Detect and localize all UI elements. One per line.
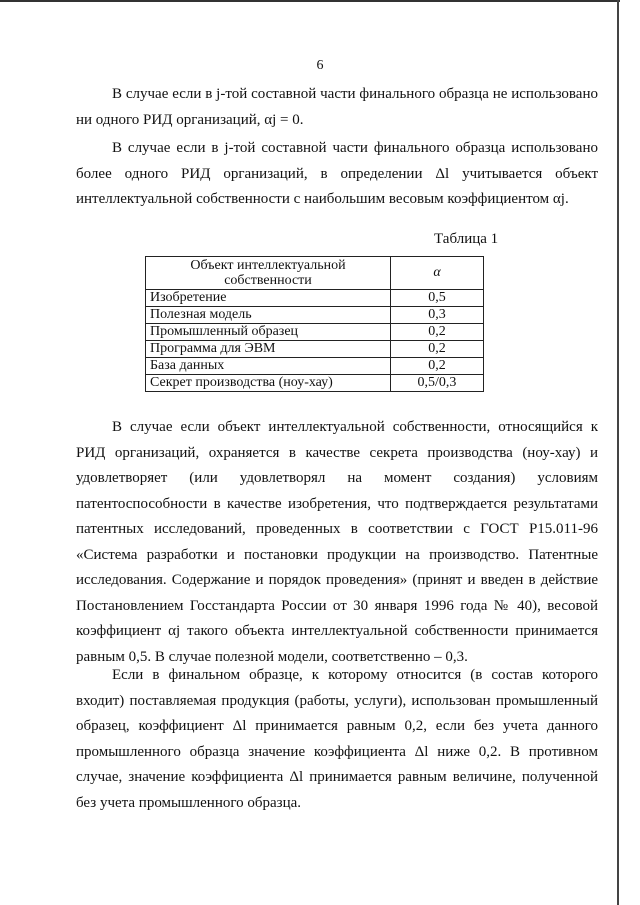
paragraph-1: В случае если в j-той составной части финального образца не использовано ни одного РИД организаций, αj = 0.	[76, 86, 598, 128]
table-row	[146, 290, 484, 307]
row-name: Полезная модель	[146, 307, 391, 324]
row-name: База данных	[146, 358, 391, 375]
table-header-row	[146, 257, 484, 290]
table-row	[146, 341, 484, 358]
table-row	[146, 324, 484, 341]
header-alpha: α	[391, 257, 484, 290]
row-name: Промышленный образец	[146, 324, 391, 341]
row-name: Секрет производства (ноу-хау)	[146, 375, 391, 392]
header-object: Объект интеллектуальной собственности	[146, 257, 391, 290]
table-row	[146, 358, 484, 375]
row-value: 0,2	[391, 341, 484, 358]
scan-top-edge	[0, 0, 620, 2]
page-number: 6	[316, 58, 324, 73]
row-value: 0,5	[391, 290, 484, 307]
row-value: 0,3	[391, 307, 484, 324]
scan-right-edge	[617, 0, 619, 905]
row-value: 0,2	[391, 324, 484, 341]
table-row	[146, 375, 484, 392]
paragraph-4: Если в финальном образце, к которому относится (в состав которого входит) поставляемая продукция (работы, услуги), использован промышленный образец, коэффициент Δl принимается равным 0,2, если без учета данного промышленного образца значение коэффициента Δl ниже 0,2. В противном случае, значение коэффициента Δl принимается равным величине, полученной без учета промышленного образца.	[76, 667, 598, 811]
paragraph-3: В случае если объект интеллектуальной собственности, относящийся к РИД организаций, охраняется в качестве секрета производства (ноу-хау) и удовлетворяет (или удовлетворял на момент создания) условиям патентоспособности в качестве изобретения, что подтверждается результатами патентных исследований, проведенных в соответствии с ГОСТ Р15.011-96 «Система разработки и постановки продукции на производство. Патентные исследования. Содержание и порядок проведения» (принят и введен в действие Постановлением Госстандарта России от 30 января 1996 года № 40), весовой коэффициент αj такого объекта интеллектуальной собственности принимается равным 0,5. В случае полезной модели, соответственно – 0,3.	[76, 419, 598, 665]
row-name: Программа для ЭВМ	[146, 341, 391, 358]
ip-object-table	[145, 256, 484, 392]
table-row	[146, 307, 484, 324]
row-value: 0,5/0,3	[391, 375, 484, 392]
row-name: Изобретение	[146, 290, 391, 307]
table-caption: Таблица 1	[434, 231, 499, 247]
paragraph-2: В случае если в j-той составной части финального образца использовано более одного РИД организаций, в определении Δl учитывается объект интеллектуальной собственности с наибольшим весовым коэффициентом αj.	[76, 140, 598, 207]
row-value: 0,2	[391, 358, 484, 375]
